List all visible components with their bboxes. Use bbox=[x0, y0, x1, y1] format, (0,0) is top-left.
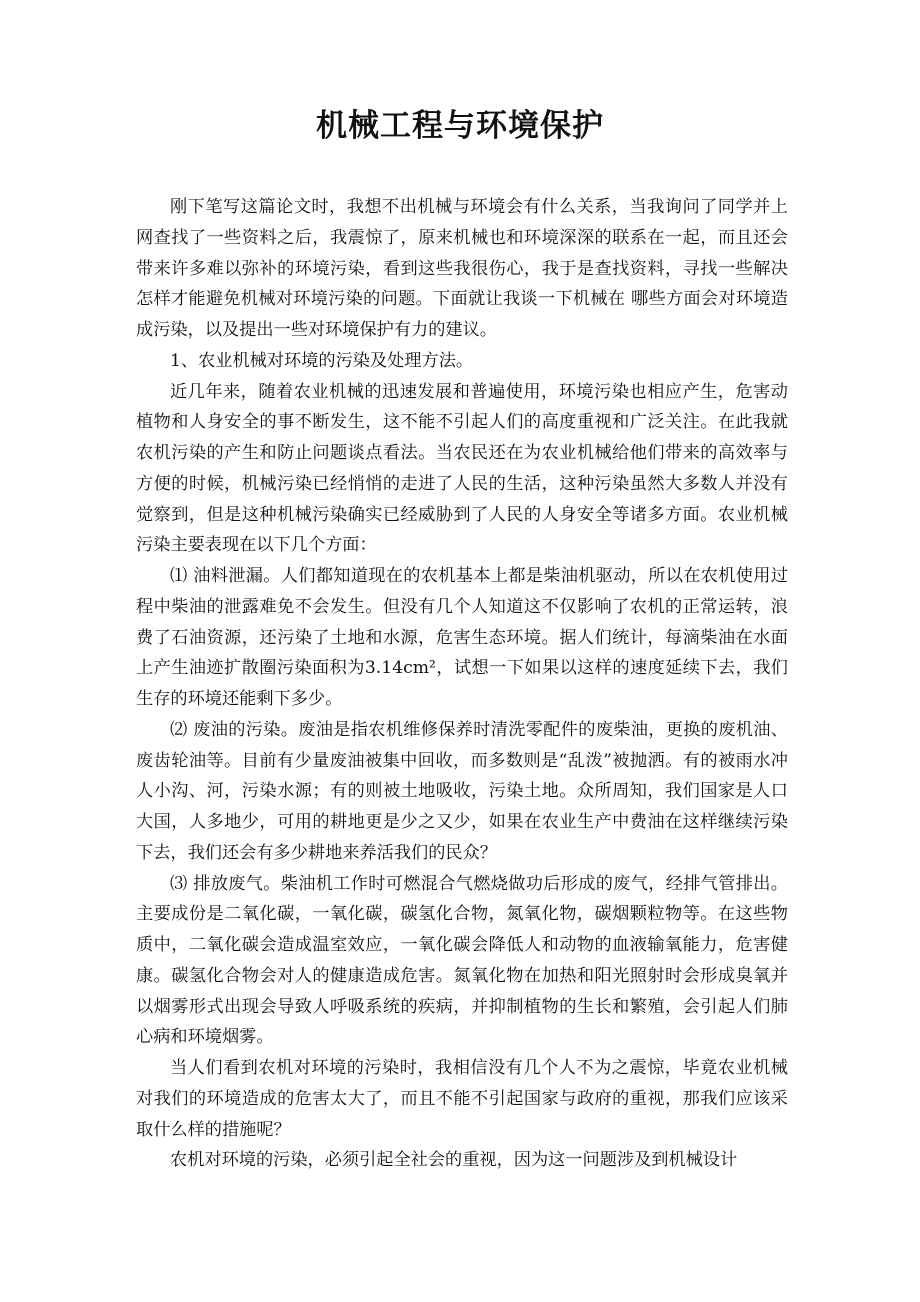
paragraph-exhaust-gas: ⑶ 排放废气。柴油机工作时可燃混合气燃烧做功后形成的废气，经排气管排出。主要成份是二氧化碳，一氧化碳，碳氢化合物，氮氧化物，碳烟颗粒物等。在这些物质中，二氧化碳会造成温室效应，一氧化碳会降低人和动物的血液输氧能力，危害健康。碳氢化合物会对人的健康造成危害。氮氧化物在加热和阳光照射时会形成臭氧并以烟雾形式出现会导致人呼吸系统的疾病，并抑制植物的生长和繁殖，会引起人们肺心病和环境烟雾。 bbox=[136, 873, 788, 1048]
document-title: 机械工程与环境保护 bbox=[316, 108, 604, 144]
paragraph-oil-leakage: ⑴ 油料泄漏。人们都知道现在的农机基本上都是柴油机驱动，所以在农机使用过程中柴油的泄露难免不会发生。但没有几个人知道这不仅影响了农机的正常运转，浪费了石油资源，还污染了土地和水源，危害生态环境。据人们统计，每滴柴油在水面上产生油迹扩散圈污染面积为3.14cm²，试想一下如果以这样的速度延续下去，我们生存的环境还能剩下多少。 bbox=[136, 566, 788, 709]
intro-paragraph: 刚下笔写这篇论文时，我想不出机械与环境会有什么关系，当我询问了同学并上网查找了一些资料之后，我震惊了，原来机械也和环境深深的联系在一起，而且还会带来许多难以弥补的环境污染，看到这些我很伤心，我于是查找资料，寻找一些解决怎样才能避免机械对环境污染的问题。下面就让我谈一下机械在 哪些方面会对环境造成污染，以及提出一些对环境保护有力的建议。 bbox=[136, 197, 788, 340]
paragraph-pollution-overview: 近几年来，随着农业机械的迅速发展和普遍使用，环境污染也相应产生，危害动植物和人身安全的事不断发生，这不能不引起人们的高度重视和广泛关注。在此我就农机污染的产生和防止问题谈点看法。当农民还在为农业机械给他们带来的高效率与方便的时候，机械污染已经悄悄的走进了人民的生活，这种污染虽然大多数人并没有觉察到，但是这种机械污染确实已经威胁到了人民的人身安全等诸多方面。农业机械污染主要表现在以下几个方面： bbox=[136, 381, 788, 556]
paragraph-measures-question: 当人们看到农机对环境的污染时，我相信没有几个人不为之震惊，毕竟农业机械对我们的环境造成的危害太大了，而且不能不引起国家与政府的重视，那我们应该采取什么样的措施呢？ bbox=[136, 1058, 788, 1140]
document-body bbox=[136, 192, 788, 1176]
section-heading-agricultural-machinery: 1、农业机械对环境的污染及处理方法。 bbox=[170, 350, 474, 371]
paragraph-social-attention: 农机对环境的污染，必须引起全社会的重视，因为这一问题涉及到机械设计 bbox=[170, 1150, 738, 1171]
paragraph-waste-oil: ⑵ 废油的污染。废油是指农机维修保养时清洗零配件的废柴油，更换的废机油、废齿轮油等。目前有少量废油被集中回收，而多数则是“乱泼”被抛洒。有的被雨水冲人小沟、河，污染水源；有的则被土地吸收，污染土地。众所周知，我们国家是人口大国，人多地少，可用的耕地更是少之又少，如果在农业生产中费油在这样继续污染下去，我们还会有多少耕地来养活我们的民众？ bbox=[136, 719, 788, 863]
